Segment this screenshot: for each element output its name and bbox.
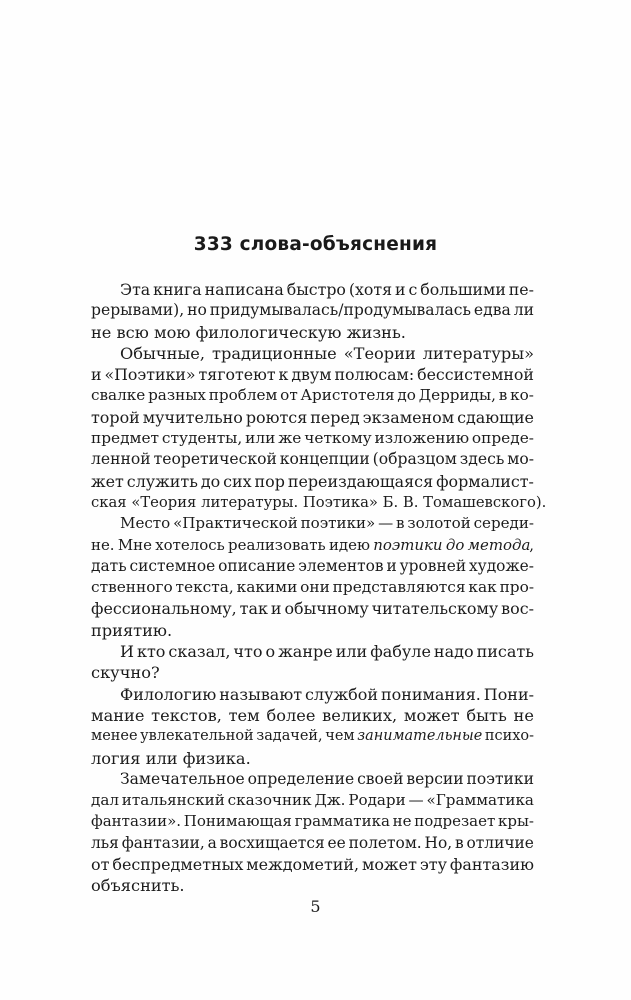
word: мучительно (142, 407, 243, 427)
word: «Поэтики» (104, 365, 196, 385)
word: о (265, 642, 276, 662)
text-line (91, 684, 534, 705)
text-line (91, 300, 534, 321)
word: в (454, 833, 464, 852)
word: они (300, 578, 330, 597)
word: бессистемной (417, 365, 534, 385)
text-line (91, 449, 534, 470)
word: понимания. (380, 684, 481, 704)
word: до (200, 471, 221, 491)
word: изложению (374, 429, 470, 448)
word: предмет (91, 429, 160, 448)
word: грамматика (294, 812, 390, 831)
text-line (91, 833, 534, 854)
word: скучно? (91, 663, 160, 683)
word: до (445, 535, 465, 554)
word: написана (204, 280, 284, 299)
word: служить (126, 471, 198, 491)
word: объяснить. (91, 876, 185, 896)
word: с (408, 280, 418, 299)
word: формалист- (436, 471, 534, 491)
word: лья (91, 833, 119, 852)
word: идею (328, 535, 370, 554)
word: дал (91, 791, 119, 810)
word: студенты, (161, 429, 243, 448)
word: художе- (468, 556, 534, 575)
word: приятию. (91, 620, 173, 640)
word: Мне (117, 535, 152, 554)
word: службой (304, 684, 379, 704)
word: и (91, 365, 102, 385)
word: какими (236, 578, 298, 597)
word: представляются (332, 578, 466, 597)
word: литературы. (201, 493, 299, 511)
word: психо- (484, 728, 534, 745)
word: занимательные (357, 728, 483, 745)
word: Томашевского). (423, 493, 547, 511)
text-line (91, 598, 534, 619)
word: писать (476, 642, 534, 662)
word: Но, (424, 833, 453, 852)
word: так (239, 599, 268, 619)
word: придумывалась/продумывалась (209, 301, 471, 320)
word: может (403, 705, 460, 725)
word: Поэтика» (302, 493, 378, 511)
word: к (278, 365, 289, 385)
word: Дж. (314, 791, 346, 810)
text-line (91, 407, 534, 428)
word: задачей, (256, 728, 323, 745)
word: едва (473, 301, 511, 320)
text-line (91, 875, 534, 896)
page-number: 5 (310, 897, 321, 916)
word: же (278, 429, 302, 448)
word: не (91, 322, 112, 342)
word: но (187, 301, 207, 320)
word: своей (357, 769, 404, 788)
text-line (91, 385, 534, 406)
text-line (91, 748, 534, 769)
word: и (386, 556, 397, 575)
text-line (91, 662, 534, 683)
word: фантазии». (91, 812, 182, 831)
word: сих (223, 471, 252, 491)
word: Дерриды, (418, 386, 496, 405)
word: «Практической (173, 514, 298, 533)
word: (хотя (348, 280, 393, 299)
text-line (91, 577, 534, 598)
word: и (270, 599, 282, 619)
text-line (91, 513, 534, 534)
word: до (397, 386, 416, 405)
word: перед (310, 407, 360, 427)
word: логия (91, 748, 141, 768)
word: Обычные, (120, 343, 206, 363)
word: метода (467, 535, 531, 554)
word: в (498, 386, 508, 405)
word: свалке (91, 386, 146, 405)
word: «Теория (131, 493, 197, 511)
word: не (392, 812, 412, 831)
word: «Грамматика (426, 791, 534, 810)
word: и (395, 280, 406, 299)
text-line (91, 726, 534, 747)
word: фантазию (449, 855, 534, 875)
text-line (91, 343, 534, 364)
word: — (408, 791, 424, 810)
word: или (335, 642, 368, 662)
text-line (91, 428, 534, 449)
word: определение (247, 769, 355, 788)
word: (образцом (372, 450, 457, 469)
word: Понимающая (183, 812, 292, 831)
word: четкому (304, 429, 372, 448)
text-line (91, 492, 547, 513)
word: что (233, 642, 263, 662)
word: обычному (284, 599, 369, 619)
word: описание (218, 556, 296, 575)
word: торой (91, 407, 140, 427)
word: вос- (501, 599, 534, 619)
word: увлекательной (140, 728, 254, 745)
word: быстро (286, 280, 346, 299)
text-line (91, 556, 534, 577)
word: разных (148, 386, 206, 405)
word: И (120, 642, 134, 662)
word: тяготеют (198, 365, 276, 385)
word: Место (120, 514, 171, 533)
word: ская (91, 493, 127, 511)
word: всю (116, 322, 149, 342)
word: жет (91, 471, 124, 491)
word: более (266, 705, 316, 725)
word: ственного (91, 578, 173, 597)
word: мание (91, 705, 145, 725)
word: двум (291, 365, 332, 385)
word: подрезает (414, 812, 496, 831)
word: кры- (498, 812, 534, 831)
word: надо (433, 642, 474, 662)
word: традиционные (212, 343, 337, 363)
word: итальянский (121, 791, 225, 810)
word: , (529, 535, 534, 554)
text-line (91, 620, 534, 641)
text-line (91, 535, 534, 556)
body-text (91, 279, 547, 897)
word: мо- (507, 450, 534, 469)
word: пор (254, 471, 285, 491)
word: быть (466, 705, 507, 725)
word: эту (419, 855, 447, 875)
word: полюсам: (334, 365, 415, 385)
word: ко- (510, 386, 534, 405)
word: книга (153, 280, 202, 299)
word: Замечательное (120, 769, 245, 788)
word: поэтики (373, 535, 443, 554)
word: проблем (208, 386, 278, 405)
word: мою (154, 322, 191, 342)
word: восхищается (219, 833, 325, 852)
word: В. (402, 493, 419, 511)
word: большими (420, 280, 506, 299)
text-line (91, 769, 534, 790)
word: «Теории (343, 343, 416, 363)
word: сдающие (457, 407, 534, 427)
word: концепции (279, 450, 370, 469)
word: менее (91, 728, 138, 745)
word: элементов (298, 556, 384, 575)
word: Б. (382, 493, 399, 511)
word: Пони- (483, 684, 534, 704)
word: пе- (508, 280, 534, 299)
word: текста, (175, 578, 234, 597)
text-line (91, 811, 534, 832)
word: междометий, (246, 855, 360, 875)
word: поэтики» (300, 514, 376, 533)
text-line (91, 854, 534, 875)
word: версии (406, 769, 464, 788)
word: кто (136, 642, 166, 662)
text-line (91, 364, 534, 385)
word: дать (91, 556, 127, 575)
word: или (145, 748, 178, 768)
word: тем (228, 705, 260, 725)
word: в (396, 514, 405, 533)
word: от (91, 855, 110, 875)
word: хотелось (155, 535, 225, 554)
word: экзаменом (362, 407, 455, 427)
text-line (91, 471, 534, 492)
word: ленной (91, 450, 151, 469)
word: середи- (473, 514, 534, 533)
word: или (245, 429, 276, 448)
word: может (362, 855, 417, 875)
word: теоретической (153, 450, 277, 469)
word: сказочник (227, 791, 312, 810)
word: фантазии, (121, 833, 205, 852)
word: — (378, 514, 394, 533)
word: уровней (399, 556, 467, 575)
word: рерывами), (91, 301, 185, 320)
word: чем (325, 728, 355, 745)
word: жизнь. (346, 322, 406, 342)
word: отличие (466, 833, 534, 852)
word: текстов, (151, 705, 222, 725)
word: золотой (407, 514, 471, 533)
word: Филологию (120, 684, 217, 704)
word: полетом. (348, 833, 422, 852)
word: не (513, 705, 534, 725)
text-line (91, 790, 534, 811)
word: читательскому (371, 599, 499, 619)
word: литературы» (422, 343, 534, 363)
word: про- (499, 578, 534, 597)
word: реализовать (228, 535, 326, 554)
word: роются (245, 407, 308, 427)
word: называют (219, 684, 303, 704)
word: фессиональному, (91, 599, 237, 619)
word: великих, (322, 705, 398, 725)
word: поэтики (466, 769, 534, 788)
text-line (91, 705, 534, 726)
word: опреде- (471, 429, 534, 448)
word: жанре (278, 642, 333, 662)
word: беспредметных (112, 855, 244, 875)
word: переиздающаяся (287, 471, 434, 491)
word: Родари (348, 791, 406, 810)
text-line (91, 641, 534, 662)
word: системное (129, 556, 216, 575)
word: сказал, (168, 642, 231, 662)
word: а (207, 833, 217, 852)
word: ее (327, 833, 346, 852)
word: Аристотеля (300, 386, 395, 405)
word: здесь (459, 450, 505, 469)
word: физика. (182, 748, 251, 768)
word: ли (513, 301, 534, 320)
word: не. (91, 535, 115, 554)
word: как (468, 578, 497, 597)
word: фабуле (370, 642, 431, 662)
word: Эта (120, 280, 151, 299)
word: филологическую (195, 322, 342, 342)
text-line (91, 279, 534, 300)
word: от (280, 386, 298, 405)
chapter-heading: 333 слова-объяснения (193, 234, 438, 255)
text-line (91, 322, 534, 343)
